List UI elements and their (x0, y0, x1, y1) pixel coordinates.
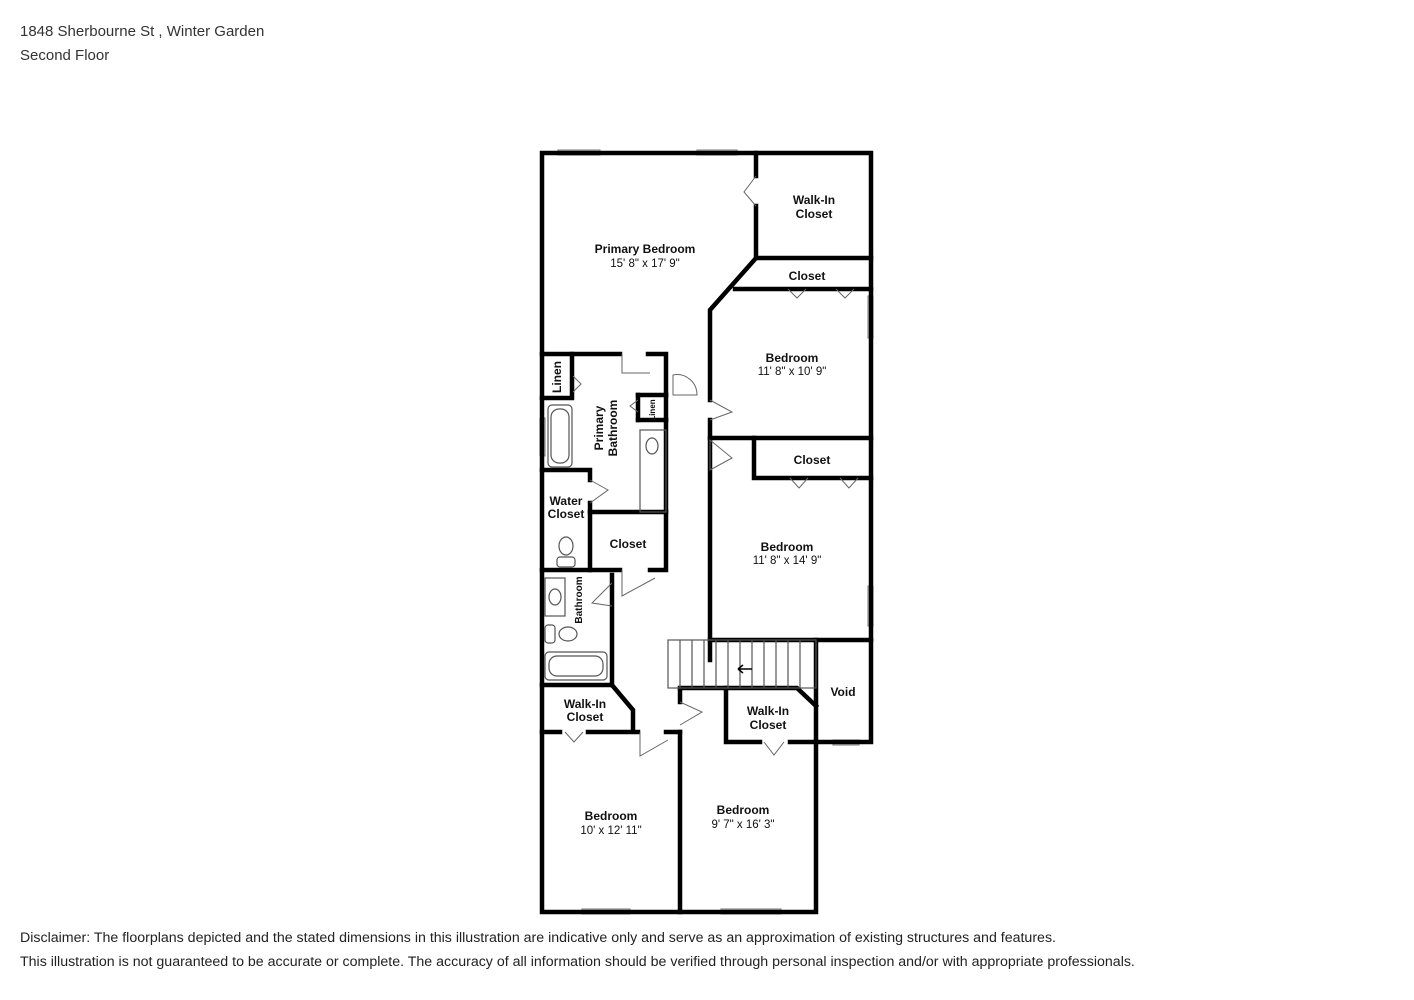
floor-name: Second Floor (20, 47, 110, 64)
bedroom-2-dims: 11' 8" x 10' 9" (757, 366, 827, 378)
primary-bathroom-label-1: Primary (592, 405, 606, 451)
primary-bathroom-label-2: Bathroom (606, 399, 620, 457)
primary-bedroom-dims: 15' 8" x 17' 9" (610, 258, 680, 270)
linen-2-label: Linen (648, 399, 657, 421)
water-closet-label-2: Closet (547, 507, 585, 521)
bedroom-4-dims: 10' x 12' 11" (580, 825, 642, 837)
toilet-icon (559, 537, 573, 555)
bathroom-label: Bathroom (574, 576, 585, 624)
walls (542, 153, 871, 912)
property-address: 1848 Sherbourne St , Winter Garden (20, 23, 265, 40)
sink-icon-2 (549, 589, 561, 605)
closet-small-label: Closet (609, 537, 647, 551)
bedroom-5-dims: 9' 7" x 16' 3" (711, 819, 775, 831)
staircase (668, 640, 816, 688)
toilet-icon-2 (559, 627, 577, 641)
disclaimer-line-1: Disclaimer: The floorplans depicted and the stated dimensions in this illustration are indicative only and serve as an approximation of existing structures and features. (20, 930, 1056, 946)
void-label: Void (830, 685, 856, 699)
water-closet-label-1: Water (549, 494, 583, 508)
walkin-closet-right-label-1: Walk-In (746, 704, 790, 718)
bedroom-2-label: Bedroom (765, 351, 819, 365)
walkin-closet-top-label-2: Closet (795, 207, 833, 221)
walkin-closet-left-label-2: Closet (566, 710, 604, 724)
sink-icon (646, 438, 658, 454)
bedroom-4-label: Bedroom (584, 809, 638, 823)
primary-bedroom-label: Primary Bedroom (594, 242, 696, 256)
linen-1-label: Linen (550, 361, 564, 393)
bedroom-5-label: Bedroom (716, 803, 770, 817)
bedroom-3-dims: 11' 8" x 14' 9" (752, 555, 822, 567)
walkin-closet-top-label-1: Walk-In (792, 193, 836, 207)
walkin-closet-left-label-1: Walk-In (563, 697, 607, 711)
bedroom-3-label: Bedroom (760, 540, 814, 554)
closet-upper-label: Closet (788, 269, 826, 283)
disclaimer-line-2: This illustration is not guaranteed to be accurate or complete. The accuracy of all information should be verified through personal inspection and/or with appropriate professionals. (20, 954, 1135, 970)
closet-middle-label: Closet (793, 453, 831, 467)
walkin-closet-right-label-2: Closet (749, 718, 787, 732)
